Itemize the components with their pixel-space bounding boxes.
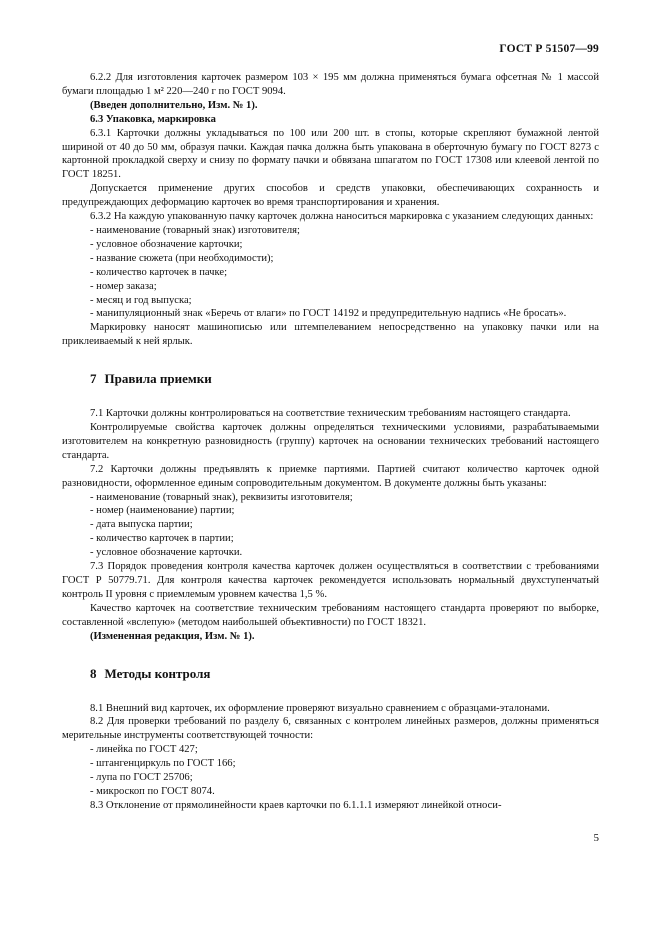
document-header: ГОСТ Р 51507—99 bbox=[499, 43, 599, 55]
subsection-title-6-3: 6.3 Упаковка, маркировка bbox=[90, 113, 216, 125]
paragraph-8-1: 8.1 Внешний вид карточек, их оформление проверяют визуально сравнением с образцами-эталонами. bbox=[90, 702, 550, 714]
list-item: - условное обозначение карточки. bbox=[90, 547, 243, 559]
list-item: - дата выпуска партии; bbox=[90, 519, 193, 531]
paragraph-8-2: 8.2 Для проверки требований по разделу 6, связанных с контролем линейных размеров, должны применяться мерительные инструменты соответствующей точности: bbox=[62, 716, 599, 742]
page-number: 5 bbox=[593, 832, 599, 844]
paragraph-7-2: 7.2 Карточки должны предъявлять к приемке партиями. Партией считают количество карточек одной разновидности, оформленное единым сопроводительным документом. В документе должны быть указаны: bbox=[62, 463, 599, 489]
list-item: - линейка по ГОСТ 427; bbox=[90, 744, 198, 756]
list-item: - наименование (товарный знак), реквизиты изготовителя; bbox=[90, 491, 353, 503]
section-heading-8 bbox=[62, 666, 599, 682]
amendment-note: (Введен дополнительно, Изм. № 1). bbox=[90, 99, 258, 111]
list-item: - манипуляционный знак «Беречь от влаги» по ГОСТ 14192 и предупредительную надпись «Не бросать». bbox=[90, 308, 567, 320]
instrument-list bbox=[62, 743, 599, 799]
list-item: - микроскоп по ГОСТ 8074. bbox=[90, 785, 215, 797]
list-item: - количество карточек в пачке; bbox=[90, 266, 228, 278]
list-item: - условное обозначение карточки; bbox=[90, 238, 243, 250]
paragraph-7-1-properties: Контролируемые свойства карточек должны определяться техническими условиями, разрабатываемыми изготовителем на конкретную разновидность (группу) карточек на основании технических требований настоящего стандарта. bbox=[62, 422, 599, 461]
paragraph-6-3-1: 6.3.1 Карточки должны укладываться по 100 или 200 шт. в стопы, которые скрепляют бумажной лентой шириной от 40 до 50 мм, образуя пачки. Каждая пачка должна быть упакована в оберточную бумагу по ГОСТ 8273 с картонной прокладкой сверху и снизу по формату пачки и обвязана шпагатом по ГОСТ 17308 или клеевой лентой по ГОСТ 18251. bbox=[62, 127, 599, 181]
paragraph-6-2-2: 6.2.2 Для изготовления карточек размером 103 × 195 мм должна применяться бумага офсетная № 1 массой бумаги площадью 1 м² 220—240 г по ГОСТ 9094. bbox=[62, 72, 599, 97]
list-item: - название сюжета (при необходимости); bbox=[90, 252, 274, 264]
section-title: Правила приемки bbox=[104, 371, 212, 387]
paragraph-6-3-2: 6.3.2 На каждую упакованную пачку карточек должна наноситься маркировка с указанием следующих данных: bbox=[90, 211, 594, 223]
section-heading-7 bbox=[62, 371, 599, 387]
section-number: 8 bbox=[90, 665, 97, 681]
list-item: - штангенциркуль по ГОСТ 166; bbox=[90, 758, 236, 770]
paragraph-7-1: 7.1 Карточки должны контролироваться на соответствие техническим требованиям настоящего стандарта. bbox=[90, 408, 571, 420]
amendment-note: (Измененная редакция, Изм. № 1). bbox=[90, 630, 255, 642]
list-item: - номер заказа; bbox=[90, 280, 157, 292]
list-item: - месяц и год выпуска; bbox=[90, 294, 192, 306]
paragraph-7-3-sampling: Качество карточек на соответствие техническим требованиям настоящего стандарта проверяют по выборке, составленной «вслепую» (методом наибольшей объективности) по ГОСТ 18321. bbox=[62, 602, 599, 628]
list-item: - лупа по ГОСТ 25706; bbox=[90, 772, 193, 784]
list-item: - номер (наименование) партии; bbox=[90, 505, 235, 517]
section-number: 7 bbox=[90, 371, 97, 387]
paragraph-7-3: 7.3 Порядок проведения контроля качества карточек должен осуществляться в соответствии с требованиями ГОСТ Р 50779.71. Для контроля качества карточек рекомендуется использовать нормальный двухступенчатый контроль II уровня с приемлемым уровнем качества 1,5 %. bbox=[62, 561, 599, 600]
paragraph-8-3: 8.3 Отклонение от прямолинейности краев карточки по 6.1.1.1 измеряют линейкой относи- bbox=[90, 799, 502, 811]
batch-document-list bbox=[62, 491, 599, 561]
paragraph-marking-method: Маркировку наносят машинописью или штемпелеванием непосредственно на упаковку пачки или на приклеиваемый к ней ярлык. bbox=[62, 322, 599, 348]
list-item: - наименование (товарный знак) изготовителя; bbox=[90, 224, 300, 236]
page-content bbox=[62, 71, 599, 813]
section-title: Методы контроля bbox=[104, 665, 211, 681]
marking-list bbox=[62, 224, 599, 321]
list-item: - количество карточек в партии; bbox=[90, 533, 234, 545]
paragraph-packaging-alt: Допускается применение других способов и средств упаковки, обеспечивающих сохранность и предупреждающих деформацию карточек во время транспортирования и хранения. bbox=[62, 183, 599, 209]
